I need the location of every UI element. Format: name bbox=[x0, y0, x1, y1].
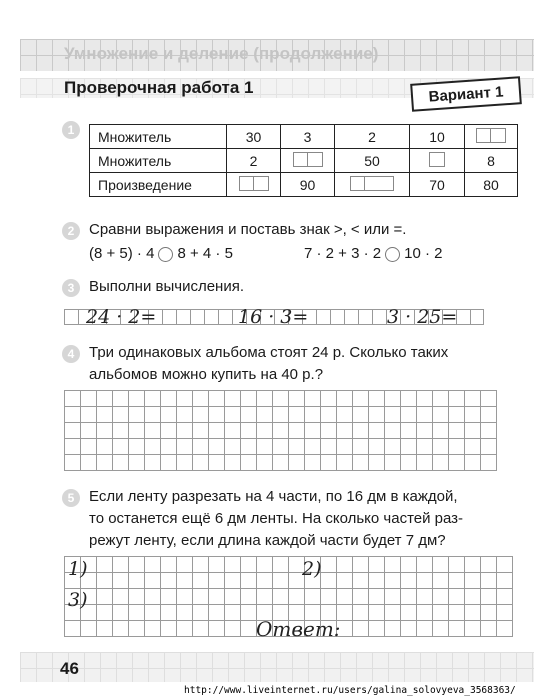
comparison-2 bbox=[304, 243, 442, 265]
answer-cell[interactable] bbox=[281, 149, 335, 173]
expression-left: (8 + 5) · 4 bbox=[89, 245, 155, 262]
footer-band bbox=[20, 652, 534, 682]
table-cell: 8 bbox=[465, 149, 518, 173]
task-number: 4 bbox=[67, 347, 75, 361]
answer-cell[interactable] bbox=[227, 173, 281, 197]
expression-right: 8 + 4 · 5 bbox=[177, 245, 233, 262]
answer-blank[interactable] bbox=[476, 128, 506, 143]
row-label: Произведение bbox=[90, 173, 227, 197]
table-row bbox=[90, 125, 518, 149]
table-cell: 70 bbox=[410, 173, 465, 197]
variant-label: Вариант 1 bbox=[428, 82, 504, 106]
table-cell: 90 bbox=[281, 173, 335, 197]
task-number-badge bbox=[62, 345, 80, 363]
answer-blank[interactable] bbox=[429, 152, 445, 167]
table-row bbox=[90, 173, 518, 197]
expression-right: 10 · 2 bbox=[404, 245, 443, 262]
answer-blank[interactable] bbox=[350, 176, 394, 191]
task-number-badge bbox=[62, 489, 80, 507]
handwritten-answer-label: Ответ: bbox=[256, 617, 341, 641]
table-cell: 30 bbox=[227, 125, 281, 149]
table-cell: 3 bbox=[281, 125, 335, 149]
task-number: 5 bbox=[67, 491, 75, 505]
handwritten-calc-1: 24 · 2= bbox=[86, 306, 157, 328]
task-text-line: режут ленту, если длина каждой части будет 7 дм? bbox=[89, 532, 446, 549]
task-number-badge bbox=[62, 279, 80, 297]
task-text-line: то останется ещё 6 дм ленты. На сколько частей раз- bbox=[89, 510, 464, 527]
page-number: 46 bbox=[60, 659, 79, 678]
task-text-line: Если ленту разрезать на 4 части, по 16 дм в каждой, bbox=[89, 488, 458, 505]
handwritten-calc-2: 16 · 3= bbox=[238, 306, 309, 328]
table-cell: 10 bbox=[410, 125, 465, 149]
answer-cell[interactable] bbox=[335, 173, 410, 197]
task-number: 1 bbox=[67, 123, 75, 137]
table-cell: 80 bbox=[465, 173, 518, 197]
task-instruction: Выполни вычисления. bbox=[89, 278, 244, 295]
task-text-line: альбомов можно купить на 40 р.? bbox=[89, 366, 324, 383]
handwritten-step-3: 3) bbox=[68, 589, 88, 611]
source-url[interactable]: http://www.liveinternet.ru/users/galina_solovyeva_3568363/ bbox=[184, 685, 516, 696]
task-number: 3 bbox=[67, 281, 75, 295]
task-instruction: Сравни выражения и поставь знак >, < или =. bbox=[89, 221, 407, 238]
row-label: Множитель bbox=[90, 125, 227, 149]
task-text-line: Три одинаковых альбома стоят 24 р. Сколько таких bbox=[89, 344, 449, 361]
expression-left: 7 · 2 + 3 · 2 bbox=[304, 245, 382, 262]
page-title: Проверочная работа 1 bbox=[64, 78, 254, 97]
handwritten-step-2: 2) bbox=[302, 558, 322, 580]
table-cell: 2 bbox=[335, 125, 410, 149]
section-title: Умножение и деление (продолжение) bbox=[64, 44, 379, 63]
answer-cell[interactable] bbox=[410, 149, 465, 173]
table-cell: 2 bbox=[227, 149, 281, 173]
handwritten-step-1: 1) bbox=[68, 558, 88, 580]
task-number-badge bbox=[62, 222, 80, 240]
handwritten-calc-3: 3 · 25= bbox=[387, 306, 458, 328]
table-cell: 50 bbox=[335, 149, 410, 173]
answer-cell[interactable] bbox=[465, 125, 518, 149]
comparison-sign-slot[interactable] bbox=[158, 247, 173, 262]
task-number-badge bbox=[62, 121, 80, 139]
row-label: Множитель bbox=[90, 149, 227, 173]
answer-blank[interactable] bbox=[239, 176, 269, 191]
comparison-1 bbox=[89, 243, 233, 265]
answer-blank[interactable] bbox=[293, 152, 323, 167]
task-number: 2 bbox=[67, 224, 75, 238]
table-row bbox=[90, 149, 518, 173]
multiplication-table bbox=[89, 124, 518, 197]
comparison-sign-slot[interactable] bbox=[385, 247, 400, 262]
answer-grid[interactable] bbox=[64, 390, 497, 471]
